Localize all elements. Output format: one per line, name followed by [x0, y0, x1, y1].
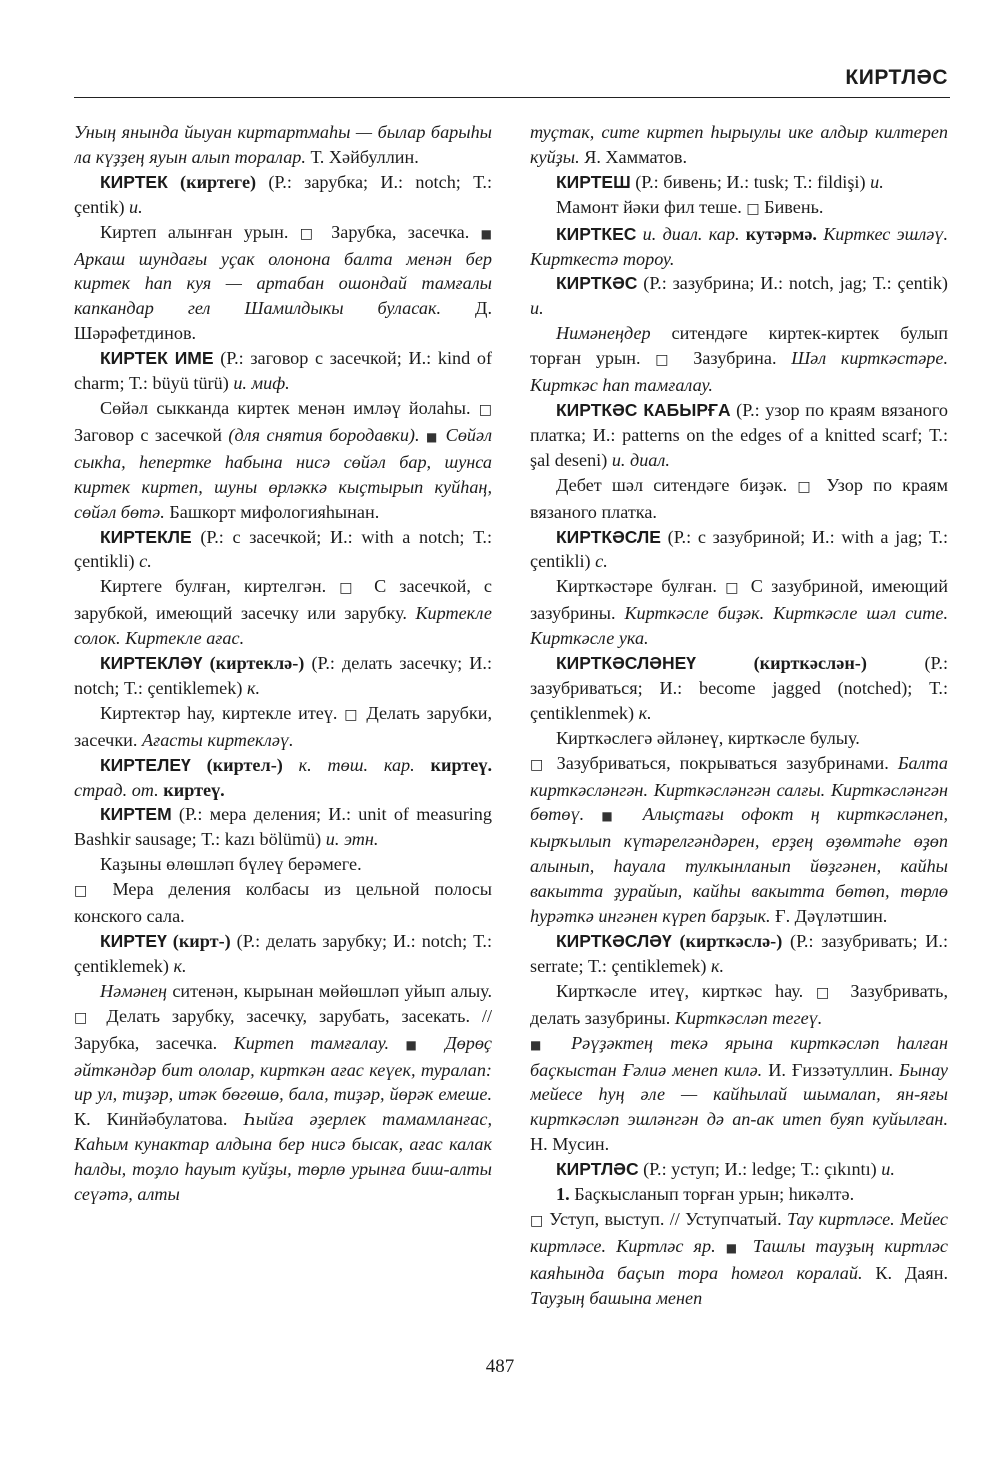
entry-kirtkaslaneu-ru: □ Зазубриваться, покрываться зазубринами. Балта кирткәсләнгән. Кирткәсләнгән салғы. Кирткәсләнгән бөтөү. ■ Алыҫтағы офокт ң кирткәсләнеп, кырҡылып күтәрелгәндәрен, ерҙең өҙөмтәһе өҙөп алынып, һауала тулкынланып йөҙгәнен, кайһы вакытта ҙурайып, кайһы вакытта бөтөп, төрлө һурәткә ингәнен күреп барҙык. Ғ. Дәүләтшин.	[530, 752, 948, 927]
square-icon: □	[725, 580, 743, 597]
entry-kirtkaslau-example: ■ Рәүҙәктең текә ярына кирткәсләп һалған баҫкыстан Ғәлиә менеп килә. И. Ғиззәтуллин. Бынау мейесе һуң әле — кайһылай шымалап, ян-яғы кирткәсләп эшләнгән дә ап-ак итеп буяп куйылған. Н. Мусин.	[530, 1032, 948, 1155]
bullet-icon: ■	[601, 809, 626, 824]
right-column	[530, 120, 948, 1340]
square-icon: □	[746, 200, 760, 217]
entry-kirtkas-body: Нимәнеңдер ситендәге киртек-киртек булып торған урын. □ Зазубрина. Шәл кирткәстәре. Кирткәс һап тамғалау.	[530, 323, 948, 396]
entry-kirteklau: КИРТЕКЛӘҮ (киртеклә-) (Р.: делать засечку; И.: notch; Т.: çentiklemek) к.	[74, 653, 492, 698]
entry-kirtesh: КИРТЕШ (Р.: бивень; И.: tusk; Т.: fildişi) и.	[556, 171, 884, 192]
bullet-icon: ■	[725, 1240, 743, 1255]
square-icon: □	[74, 883, 98, 900]
square-icon: □	[655, 352, 679, 369]
entry-kirteu: КИРТЕҮ (кирт-) (Р.: делать зарубку; И.: notch; Т.: çentiklemek) к.	[74, 931, 492, 976]
entry-kirtkas-kabyrga-body: Дебет шәл ситендәге биҙәк. □ Узор по краям вязаного платка.	[530, 474, 948, 522]
entry-kirtek: КИРТЕК (киртеге) (Р.: зарубка; И.: notch; Т.: çentik) и.	[74, 171, 492, 217]
entry-kirtkasle-body: Кирткәстәре булған. □ С зазубриной, имеющий зазубрины. Кирткәсле биҙәк. Кирткәсле шәл сите. Кирткәсле ука.	[530, 576, 948, 649]
entry-kirtekle: КИРТЕКЛЕ (Р.: с засечкой; И.: with a notch; Т.: çentikli) с.	[74, 526, 492, 572]
entry-kirtek-ime-body: Сөйәл сыкканда киртек менән имләү йолаһы. □ Заговор с засечкой (для снятия бородавки). ■ Сөйәл сыкһа, һепертке һабына нисә сөйәл бар, шунса киртек киртеп, шуны өрләккә кыҫтырып куйһаң, сөйәл бөтә. Башкорт мифологияһынан.	[74, 397, 492, 522]
square-icon: □	[74, 1009, 95, 1026]
bullet-icon: ■	[530, 1037, 554, 1052]
square-icon: □	[815, 984, 838, 1001]
continued-example: Уның янында йыуан киртартмаһы — былар барыһы ла күҙҙең яуын алып торалар. Т. Хәйбуллин.	[74, 122, 492, 167]
entry-kirtekle-body: Киртеге булған, киртелгән. □ С засечкой, с зарубкой, имеющий засечку или зарубку. Киртекле солок. Киртекле ағас.	[74, 576, 492, 649]
left-column	[74, 120, 492, 1340]
entry-kirtkaslaneu: КИРТКӘСЛӘНЕҮ (кирткәслән-) (Р.: зазубриваться; И.: become jagged (notched); Т.: çentiklenmek) к.	[530, 653, 948, 723]
entry-kirtlas: КИРТЛӘС (Р.: уступ; И.: ledge; Т.: çıkıntı) и.	[556, 1159, 895, 1180]
square-icon: □	[478, 401, 492, 418]
square-icon: □	[344, 706, 360, 723]
entry-kirteklau-body: Киртектәр һау, киртекле итеү. □ Делать зарубки, засечки. Ағасты киртекләү.	[74, 702, 492, 750]
continued-example: туҫтак, сите киртеп һырыулы ике алдыр килтереп куйҙы. Я. Хамматов.	[530, 122, 948, 167]
entry-kirtlas-body: 1. Баҫкысланып торған урын; һикәлтә.	[556, 1184, 855, 1205]
bullet-icon: ■	[405, 1037, 429, 1052]
entry-kirtek-ime: КИРТЕК ИМЕ (Р.: заговор с засечкой; И.: kind of charm; Т.: büyü türü) и. миф.	[74, 348, 492, 394]
entry-kirtlas-ru: □ Уступ, выступ. // Уступчатый. Тау киртләсе. Мейес киртләсе. Киртләс яр. ■ Ташлы тауҙың киртләс каяһында баҫып тора һомғол коралай. К. Даян. Тауҙың башына менеп	[530, 1208, 948, 1308]
entry-kirtem: КИРТЕМ (Р.: мера деления; И.: unit of measuring Bashkir sausage; Т.: kazı bölümü) и. этн.	[74, 804, 492, 850]
entry-kirtkasle: КИРТКӘСЛЕ (Р.: с зазубриной; И.: with a jag; Т.: çentikli) с.	[530, 526, 948, 572]
entry-kirtem-ru: □ Мера деления колбасы из цельной полосы конского сала.	[74, 879, 492, 927]
entry-kirteleu: КИРТЕЛЕҮ (киртел-) к. төш. кар. киртеү. страд. от. киртеү.	[74, 754, 492, 800]
square-icon: □	[530, 756, 548, 773]
square-icon: □	[530, 1212, 544, 1229]
entry-kirtkaslau: КИРТКӘСЛӘҮ (кирткәслә-) (Р.: зазубривать; И.: serrate; Т.: çentiklemek) к.	[530, 931, 948, 976]
entry-kirtkas-kabyrga: КИРТКӘС КАБЫРҒА (Р.: узор по краям вязаного платка; И.: patterns on the edges of a knitted scarf; Т.: şal deseni) и. диал.	[530, 399, 948, 470]
square-icon: □	[339, 580, 362, 597]
entry-kirtkes: КИРТКЕС и. диал. кар. кутәрмә. Кирткес эшләү. Кирткестә тороу.	[530, 223, 948, 269]
entry-kirtkas: КИРТКӘС (Р.: зазубрина; И.: notch, jag; Т.: çentik) и.	[530, 273, 948, 319]
square-icon: □	[797, 478, 817, 495]
running-head: КИРТЛӘС	[845, 66, 948, 89]
square-icon: □	[299, 225, 320, 242]
page-number: 487	[485, 1356, 515, 1377]
entry-kirtkaslaneu-body: Кирткәслегә әйләнеү, кирткәсле булыу.	[556, 727, 860, 748]
header-rule	[74, 97, 950, 98]
entry-kirtkaslau-body: Кирткәсле итеү, кирткәс һау. □ Зазубривать, делать зазубрины. Кирткәсләп тегеү.	[530, 980, 948, 1028]
entry-kirtem-body: Кaҙыны өлөшләп бүлеү берәмеге.	[100, 854, 362, 875]
entry-kirtek-body: Киртеп алынған урын. □ Зарубка, засечка. ■ Аркаш шундағы уҫак олонона балта менән бер киртек һап куя — артабан ошондай тамғалы капкандар гел Шамилдыкы буласак. Д. Шәрәфетдинов.	[74, 221, 492, 344]
bullet-icon: ■	[480, 226, 492, 241]
entry-kirteu-body: Нәмәнең ситенән, кырынан мөйөшләп уйып алыу. □ Делать зарубку, засечку, зарубать, засекать. // Зарубка, засечка. Киртеп тамғалау. ■ Дөрөҫ әйткәндәр бит ололар, кирткән ағас кеүек, туралап: ир ул, тиҙәр, итәк бөгөшө, бала, тиҙәр, йөрәк емеше. К. Кинйәбулатова. Һыйға әҙерлек тамамланғас, Каһым кунактар алдына бер нисә бысак, ағас калак һалды, тоҙло һауыт куйҙы, төрлө урынға биш-алты сеүәтә, алты	[74, 980, 492, 1205]
entry-kirtesh-body: Мамонт йәки фил теше. □ Бивень.	[556, 196, 824, 217]
bullet-icon: ■	[425, 429, 440, 444]
